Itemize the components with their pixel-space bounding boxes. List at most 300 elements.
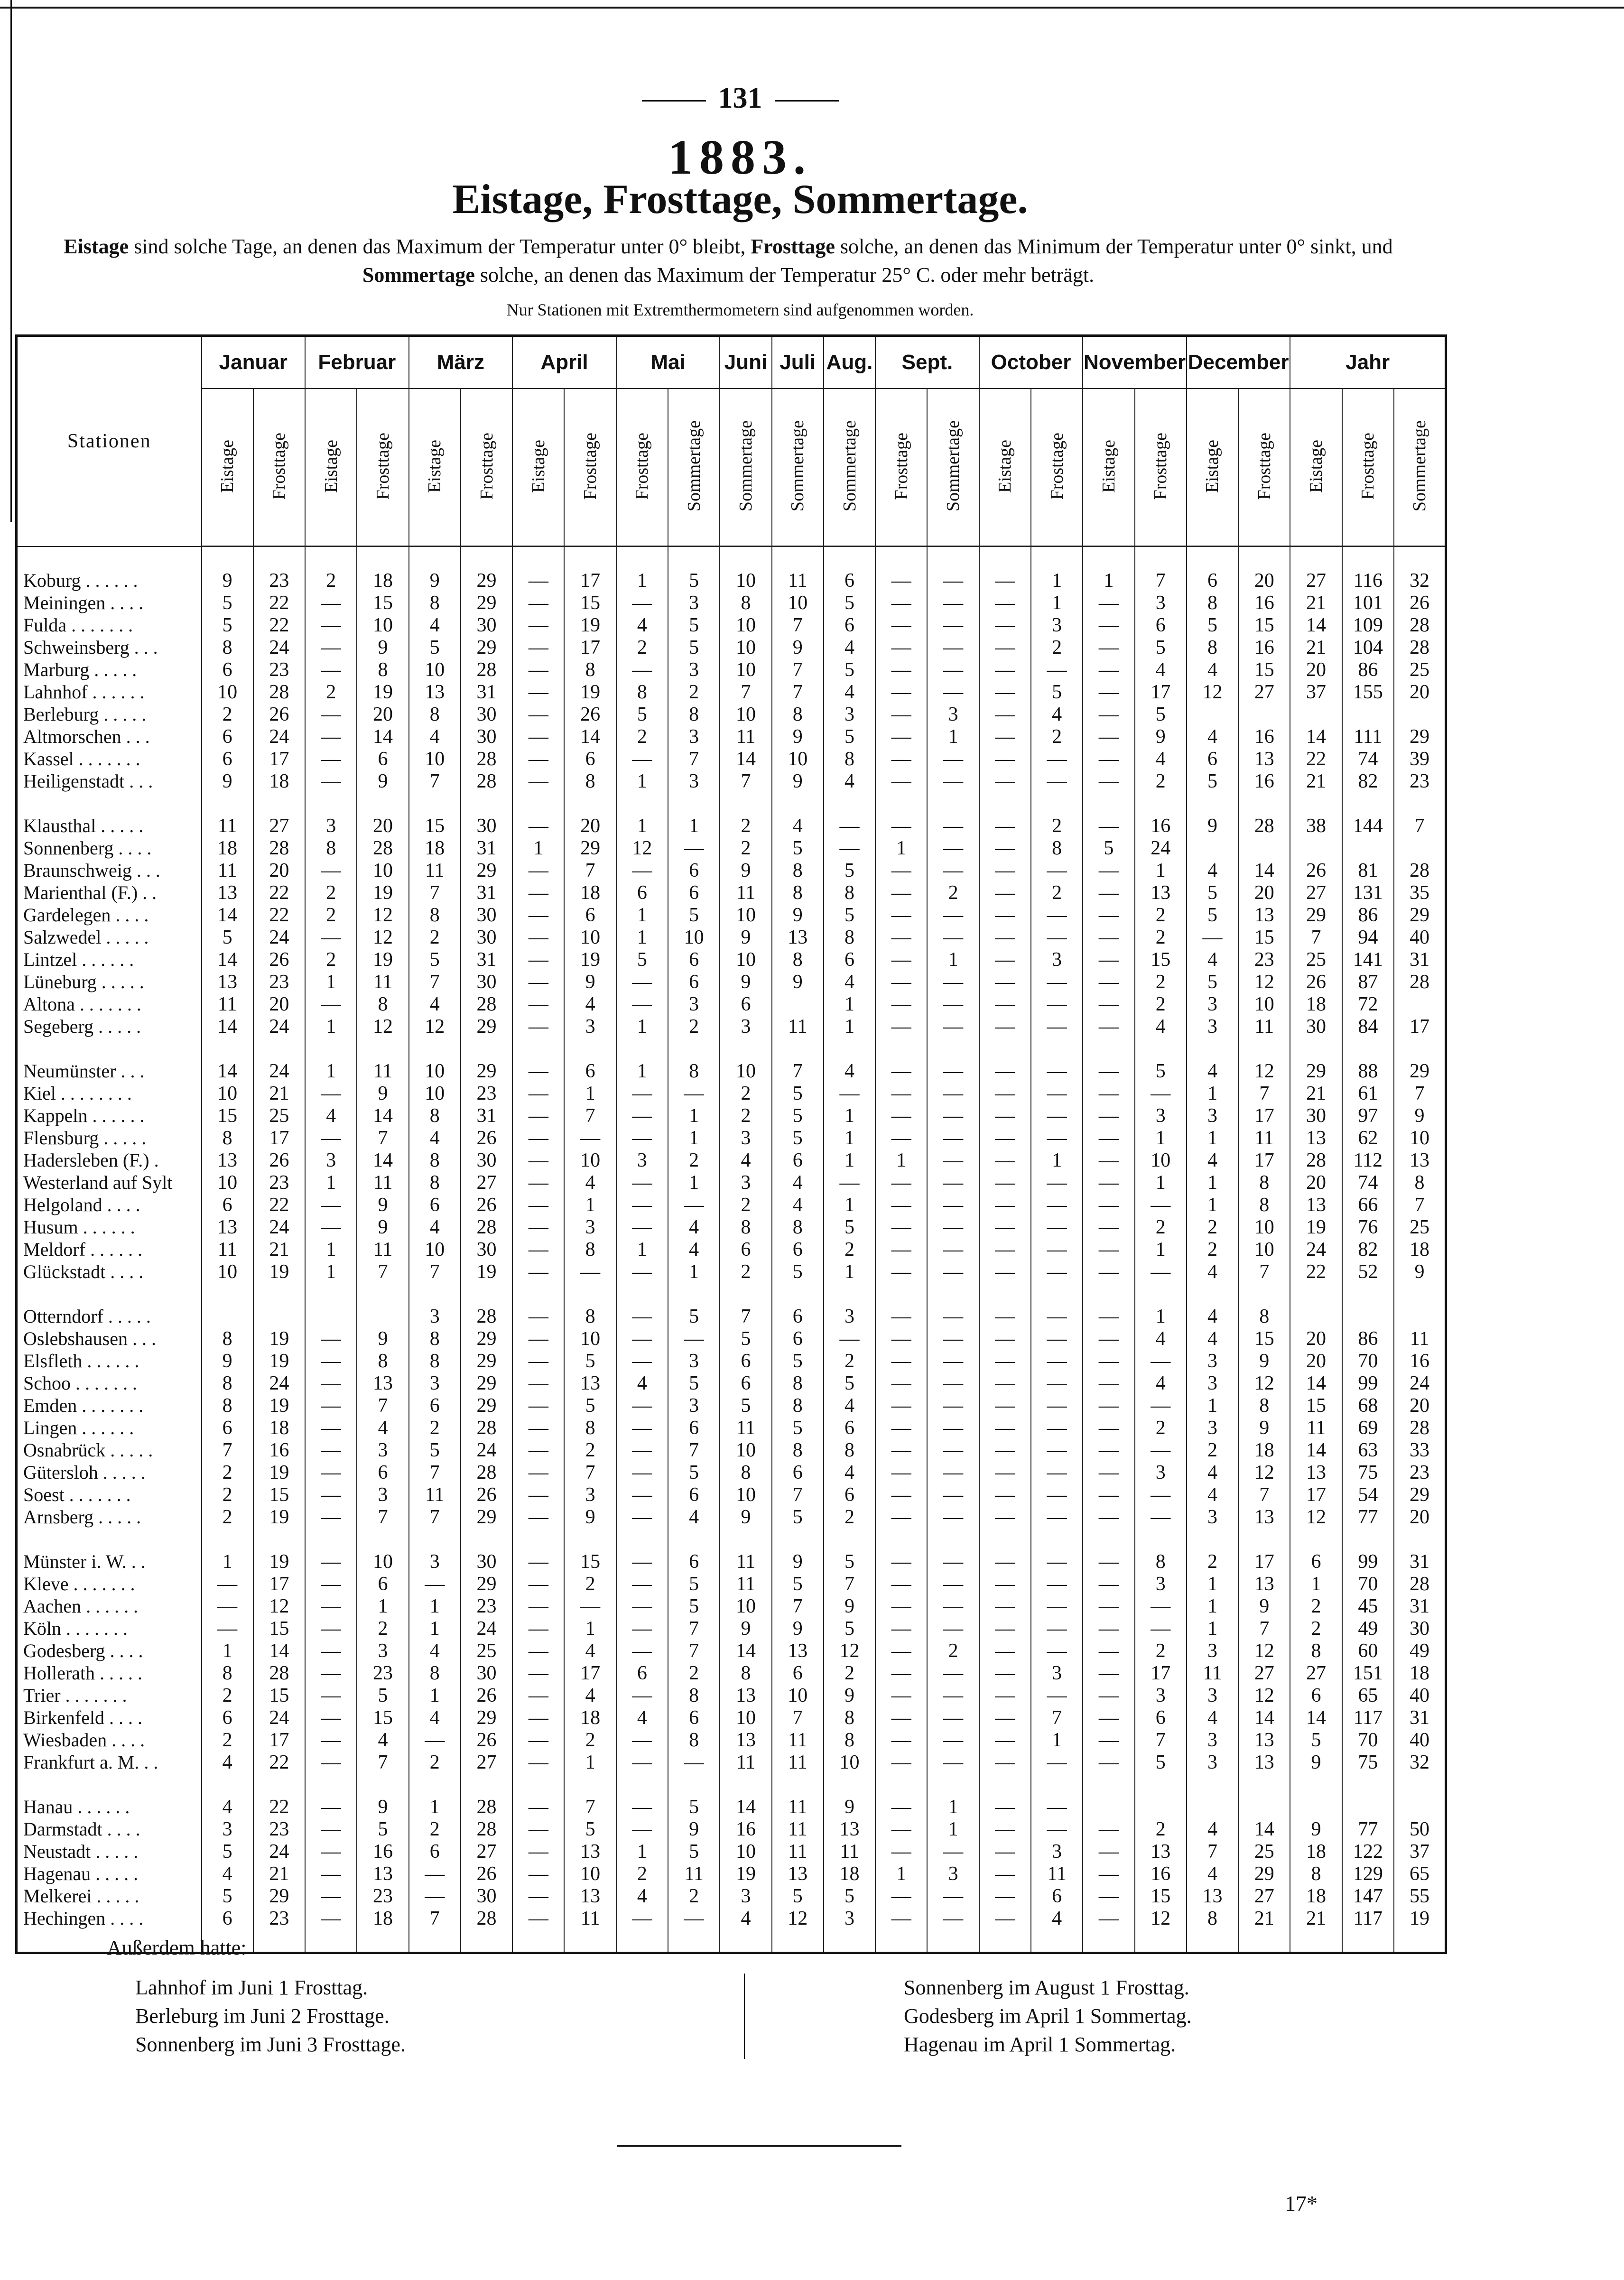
- station-name: Helgoland . . . .: [17, 1194, 202, 1216]
- table-cell: —: [927, 904, 979, 926]
- table-cell: —: [979, 1506, 1031, 1528]
- table-cell: 10: [668, 926, 720, 948]
- table-cell: 3: [1187, 1417, 1238, 1439]
- category-header: [1238, 389, 1290, 547]
- table-cell: —: [979, 681, 1031, 703]
- table-cell: —: [979, 1729, 1031, 1751]
- station-name: Emden . . . . . . .: [17, 1394, 202, 1417]
- table-cell: —: [512, 1260, 564, 1283]
- table-cell: 9: [1290, 1751, 1342, 1773]
- table-cell: —: [1083, 1439, 1134, 1461]
- table-cell: 4: [1031, 703, 1083, 725]
- table-cell: 7: [1238, 1483, 1290, 1506]
- table-cell: —: [616, 1751, 668, 1773]
- table-cell: 9: [202, 569, 253, 592]
- table-cell: 15: [1135, 1885, 1187, 1907]
- table-cell: 75: [1342, 1751, 1394, 1773]
- category-label: Frosttage: [632, 432, 652, 500]
- station-name: Neumünster . . .: [17, 1060, 202, 1082]
- table-cell: 8: [409, 1327, 461, 1350]
- table-cell: 27: [1238, 681, 1290, 703]
- month-header: Juni: [720, 336, 771, 389]
- table-cell: —: [979, 926, 1031, 948]
- table-cell: —: [305, 1327, 357, 1350]
- table-cell: 19: [564, 948, 616, 971]
- table-cell: —: [979, 881, 1031, 904]
- table-cell: 7: [1394, 1194, 1446, 1216]
- table-cell: 28: [461, 1417, 512, 1439]
- table-cell: —: [1031, 1550, 1083, 1573]
- table-cell: —: [202, 1617, 253, 1640]
- table-cell: —: [875, 1751, 927, 1773]
- table-cell: 8: [668, 1684, 720, 1706]
- table-cell: 26: [564, 703, 616, 725]
- table-cell: 26: [461, 1684, 512, 1706]
- table-cell: —: [927, 993, 979, 1015]
- table-cell: 16: [1135, 815, 1187, 837]
- table-cell: 19: [253, 1260, 305, 1283]
- table-cell: 12: [616, 837, 668, 859]
- table-cell: 31: [461, 1104, 512, 1127]
- table-cell: 49: [1394, 1640, 1446, 1662]
- table-cell: 8: [409, 1662, 461, 1684]
- table-cell: 20: [1394, 1394, 1446, 1417]
- table-cell: 11: [202, 1238, 253, 1260]
- table-cell: 1: [564, 1751, 616, 1773]
- table-cell: 4: [1187, 1818, 1238, 1840]
- table-cell: —: [1031, 926, 1083, 948]
- table-cell: 10: [720, 703, 771, 725]
- table-cell: 13: [357, 1372, 408, 1394]
- table-row: [17, 1060, 1446, 1082]
- table-cell: —: [979, 1684, 1031, 1706]
- station-name: Kiel . . . . . . . .: [17, 1082, 202, 1104]
- table-cell: 4: [1135, 748, 1187, 770]
- table-cell: 9: [1394, 1260, 1446, 1283]
- table-cell: 2: [202, 703, 253, 725]
- table-cell: —: [409, 1885, 461, 1907]
- table-cell: —: [875, 1706, 927, 1729]
- table-cell: —: [875, 1439, 927, 1461]
- table-cell: 9: [1290, 1818, 1342, 1840]
- table-cell: —: [927, 1706, 979, 1729]
- table-cell: 12: [772, 1907, 824, 1929]
- table-cell: 6: [1290, 1550, 1342, 1573]
- table-row: [17, 703, 1446, 725]
- table-cell: 29: [1394, 904, 1446, 926]
- table-cell: —: [1135, 1194, 1187, 1216]
- table-cell: 1: [409, 1796, 461, 1818]
- table-row: [17, 1305, 1446, 1327]
- table-cell: 13: [1238, 1729, 1290, 1751]
- table-cell: 3: [305, 815, 357, 837]
- table-row: [17, 837, 1446, 859]
- table-cell: —: [1031, 859, 1083, 881]
- table-cell: —: [824, 1327, 875, 1350]
- table-cell: —: [1083, 1818, 1134, 1840]
- stations-column-header: Stationen: [17, 336, 202, 547]
- table-cell: 97: [1342, 1104, 1394, 1127]
- table-cell: 10: [720, 1706, 771, 1729]
- table-cell: —: [1083, 1149, 1134, 1171]
- table-cell: 5: [824, 859, 875, 881]
- table-cell: 15: [202, 1104, 253, 1127]
- table-cell: 2: [409, 926, 461, 948]
- table-cell: 24: [253, 926, 305, 948]
- table-cell: —: [875, 1417, 927, 1439]
- table-cell: —: [1135, 1260, 1187, 1283]
- table-cell: 13: [1290, 1461, 1342, 1483]
- group-spacer: [17, 792, 1446, 815]
- table-cell: 24: [253, 1015, 305, 1038]
- table-row: [17, 569, 1446, 592]
- table-cell: —: [512, 1305, 564, 1327]
- table-cell: —: [927, 1907, 979, 1929]
- table-cell: 2: [305, 881, 357, 904]
- table-cell: —: [875, 1305, 927, 1327]
- table-cell: 11: [772, 1729, 824, 1751]
- table-cell: 12: [1135, 1907, 1187, 1929]
- table-cell: 7: [409, 1506, 461, 1528]
- table-cell: 17: [253, 748, 305, 770]
- table-cell: —: [305, 1595, 357, 1617]
- table-cell: 30: [461, 703, 512, 725]
- table-cell: —: [979, 636, 1031, 658]
- table-cell: —: [305, 1506, 357, 1528]
- table-cell: 13: [564, 1885, 616, 1907]
- table-cell: 13: [1238, 1506, 1290, 1528]
- table-cell: 28: [1238, 815, 1290, 837]
- table-cell: —: [512, 926, 564, 948]
- table-cell: 7: [1238, 1617, 1290, 1640]
- table-cell: 3: [1187, 1640, 1238, 1662]
- table-cell: 141: [1342, 948, 1394, 971]
- table-cell: 2: [720, 1082, 771, 1104]
- station-name: Hanau . . . . . .: [17, 1796, 202, 1818]
- table-cell: —: [979, 1617, 1031, 1640]
- table-cell: 1: [668, 1104, 720, 1127]
- table-cell: [1238, 837, 1290, 859]
- table-cell: —: [1083, 1573, 1134, 1595]
- table-cell: —: [305, 1840, 357, 1863]
- table-cell: 5: [202, 614, 253, 636]
- table-cell: 4: [409, 1640, 461, 1662]
- category-label: Eistage: [425, 439, 445, 493]
- table-cell: 16: [1238, 725, 1290, 748]
- station-name: Oslebshausen . . .: [17, 1327, 202, 1350]
- category-header: [409, 389, 461, 547]
- table-cell: [1394, 837, 1446, 859]
- table-cell: 8: [202, 1127, 253, 1149]
- table-cell: —: [512, 1796, 564, 1818]
- category-label: Frosttage: [1254, 432, 1274, 500]
- table-cell: 8: [564, 1417, 616, 1439]
- table-cell: —: [979, 1149, 1031, 1171]
- table-cell: 6: [564, 1060, 616, 1082]
- table-cell: —: [1031, 1483, 1083, 1506]
- table-cell: —: [1031, 1461, 1083, 1483]
- table-cell: 2: [1031, 636, 1083, 658]
- table-cell: —: [1135, 1483, 1187, 1506]
- table-cell: 26: [461, 1127, 512, 1149]
- table-cell: 6: [824, 1417, 875, 1439]
- table-cell: 19: [1290, 1216, 1342, 1238]
- table-cell: —: [616, 1796, 668, 1818]
- table-cell: —: [1083, 1238, 1134, 1260]
- station-name: Lintzel . . . . . .: [17, 948, 202, 971]
- table-cell: —: [824, 837, 875, 859]
- table-cell: —: [512, 1617, 564, 1640]
- table-cell: —: [927, 1417, 979, 1439]
- table-cell: 3: [668, 1394, 720, 1417]
- table-cell: 6: [1031, 1885, 1083, 1907]
- table-cell: —: [1083, 1907, 1134, 1929]
- table-cell: —: [512, 1238, 564, 1260]
- table-row: [17, 948, 1446, 971]
- table-cell: —: [1083, 1060, 1134, 1082]
- table-cell: 18: [1290, 993, 1342, 1015]
- table-cell: 16: [253, 1439, 305, 1461]
- category-header: [927, 389, 979, 547]
- table-cell: 8: [202, 1394, 253, 1417]
- table-cell: —: [616, 1171, 668, 1194]
- table-cell: —: [875, 1483, 927, 1506]
- table-cell: 4: [409, 1216, 461, 1238]
- table-cell: 6: [824, 614, 875, 636]
- table-cell: —: [1083, 1506, 1134, 1528]
- table-cell: 10: [357, 859, 408, 881]
- table-cell: [1238, 1796, 1290, 1818]
- table-cell: 2: [1187, 1439, 1238, 1461]
- station-name: Elsfleth . . . . . .: [17, 1350, 202, 1372]
- table-cell: 30: [461, 1550, 512, 1573]
- table-cell: 14: [720, 748, 771, 770]
- station-name: Münster i. W. . .: [17, 1550, 202, 1573]
- table-cell: 2: [305, 904, 357, 926]
- table-cell: 7: [772, 1483, 824, 1506]
- table-cell: 10: [720, 1483, 771, 1506]
- table-cell: —: [512, 681, 564, 703]
- table-cell: 5: [824, 725, 875, 748]
- table-cell: —: [1083, 993, 1134, 1015]
- table-cell: 88: [1342, 1060, 1394, 1082]
- table-cell: 30: [1394, 1617, 1446, 1640]
- table-cell: 4: [772, 815, 824, 837]
- table-cell: 2: [668, 1662, 720, 1684]
- table-cell: 6: [409, 1840, 461, 1863]
- table-cell: 6: [772, 1305, 824, 1327]
- table-cell: —: [875, 1171, 927, 1194]
- table-cell: 11: [824, 1840, 875, 1863]
- table-cell: 10: [409, 1082, 461, 1104]
- table-cell: 24: [253, 636, 305, 658]
- table-cell: 12: [357, 926, 408, 948]
- table-cell: —: [616, 1573, 668, 1595]
- table-cell: —: [512, 1640, 564, 1662]
- table-cell: 10: [564, 1327, 616, 1350]
- table-cell: 6: [772, 1327, 824, 1350]
- table-row: [17, 1238, 1446, 1260]
- table-cell: 29: [461, 636, 512, 658]
- table-cell: —: [875, 636, 927, 658]
- table-cell: 30: [461, 904, 512, 926]
- table-cell: —: [668, 1082, 720, 1104]
- table-cell: 13: [1290, 1194, 1342, 1216]
- table-cell: 2: [824, 1506, 875, 1528]
- table-cell: —: [927, 658, 979, 681]
- table-cell: 6: [668, 1483, 720, 1506]
- category-label: Frosttage: [269, 432, 289, 500]
- table-cell: 28: [461, 748, 512, 770]
- table-cell: 20: [253, 859, 305, 881]
- table-cell: —: [979, 1550, 1031, 1573]
- table-cell: —: [512, 1149, 564, 1171]
- table-cell: 5: [409, 1439, 461, 1461]
- table-cell: 2: [720, 1104, 771, 1127]
- table-cell: 10: [409, 1060, 461, 1082]
- table-cell: 4: [1135, 658, 1187, 681]
- category-label: Frosttage: [1151, 432, 1171, 500]
- table-cell: —: [305, 636, 357, 658]
- table-cell: —: [979, 1171, 1031, 1194]
- table-cell: 6: [202, 1417, 253, 1439]
- table-cell: —: [616, 1595, 668, 1617]
- table-cell: —: [875, 1127, 927, 1149]
- table-cell: 12: [1290, 1506, 1342, 1528]
- table-cell: —: [1083, 1372, 1134, 1394]
- station-name: Lingen . . . . . .: [17, 1417, 202, 1439]
- table-cell: —: [1083, 1706, 1134, 1729]
- table-cell: 5: [824, 658, 875, 681]
- table-row: [17, 1216, 1446, 1238]
- station-name: Schoo . . . . . . .: [17, 1372, 202, 1394]
- station-name: Meldorf . . . . . .: [17, 1238, 202, 1260]
- station-name: Heiligenstadt . . .: [17, 770, 202, 792]
- table-cell: —: [305, 1706, 357, 1729]
- table-cell: 6: [202, 725, 253, 748]
- table-cell: 9: [720, 1617, 771, 1640]
- table-cell: 8: [1238, 1171, 1290, 1194]
- table-row: [17, 1483, 1446, 1506]
- table-cell: 24: [1290, 1238, 1342, 1260]
- table-cell: 13: [772, 926, 824, 948]
- table-cell: —: [927, 1729, 979, 1751]
- table-cell: 1: [564, 1617, 616, 1640]
- table-cell: —: [979, 1840, 1031, 1863]
- table-cell: 25: [1290, 948, 1342, 971]
- table-cell: 1: [1031, 569, 1083, 592]
- table-cell: 4: [720, 1149, 771, 1171]
- table-cell: 2: [1135, 1818, 1187, 1840]
- table-cell: —: [927, 1171, 979, 1194]
- table-cell: —: [979, 1260, 1031, 1283]
- table-cell: —: [616, 1439, 668, 1461]
- table-cell: 2: [409, 1751, 461, 1773]
- table-cell: 28: [253, 837, 305, 859]
- table-cell: —: [1083, 1885, 1134, 1907]
- table-cell: —: [564, 1260, 616, 1283]
- category-header: [1083, 389, 1134, 547]
- table-cell: 1: [1187, 1394, 1238, 1417]
- table-cell: 1: [668, 1127, 720, 1149]
- table-cell: 5: [202, 1840, 253, 1863]
- note-line: Hagenau im April 1 Sommertag.: [904, 2033, 1176, 2056]
- table-cell: 52: [1342, 1260, 1394, 1283]
- table-cell: 6: [720, 1350, 771, 1372]
- table-cell: —: [1031, 1595, 1083, 1617]
- category-header: [461, 389, 512, 547]
- table-cell: —: [668, 1327, 720, 1350]
- table-cell: 1: [927, 1818, 979, 1840]
- table-cell: 8: [409, 1350, 461, 1372]
- table-cell: 4: [616, 1885, 668, 1907]
- group-spacer: [17, 1773, 1446, 1796]
- table-cell: 2: [1187, 1550, 1238, 1573]
- table-cell: 3: [564, 1483, 616, 1506]
- table-cell: 2: [1290, 1617, 1342, 1640]
- table-cell: 39: [1394, 748, 1446, 770]
- table-cell: —: [616, 1550, 668, 1573]
- table-cell: 30: [461, 1149, 512, 1171]
- table-cell: —: [616, 1127, 668, 1149]
- table-cell: —: [512, 1595, 564, 1617]
- table-cell: 1: [1031, 1729, 1083, 1751]
- table-row: [17, 1350, 1446, 1372]
- table-cell: 10: [720, 658, 771, 681]
- table-cell: 70: [1342, 1729, 1394, 1751]
- table-cell: 4: [1031, 1907, 1083, 1929]
- table-cell: 27: [461, 1840, 512, 1863]
- table-cell: 2: [1031, 881, 1083, 904]
- table-cell: —: [512, 658, 564, 681]
- table-row: [17, 1439, 1446, 1461]
- table-cell: 8: [564, 1238, 616, 1260]
- table-cell: 2: [1135, 926, 1187, 948]
- table-cell: 22: [1290, 748, 1342, 770]
- table-cell: 9: [357, 770, 408, 792]
- table-cell: 5: [668, 1461, 720, 1483]
- table-cell: —: [616, 1684, 668, 1706]
- table-cell: 17: [564, 1662, 616, 1684]
- table-cell: 21: [1290, 770, 1342, 792]
- table-cell: 8: [772, 859, 824, 881]
- table-cell: —: [1083, 658, 1134, 681]
- note-line: Sonnenberg im August 1 Frosttag.: [904, 1976, 1189, 1999]
- table-cell: 11: [772, 1840, 824, 1863]
- table-cell: [1187, 703, 1238, 725]
- table-cell: 14: [564, 725, 616, 748]
- table-cell: —: [875, 1907, 927, 1929]
- table-cell: 5: [668, 1840, 720, 1863]
- table-cell: 4: [1135, 1015, 1187, 1038]
- table-cell: —: [875, 1885, 927, 1907]
- table-cell: 31: [461, 837, 512, 859]
- table-cell: —: [1135, 1439, 1187, 1461]
- table-cell: —: [1083, 770, 1134, 792]
- table-cell: —: [979, 837, 1031, 859]
- table-cell: 11: [1394, 1327, 1446, 1350]
- table-cell: 29: [1394, 1060, 1446, 1082]
- table-cell: 24: [253, 1706, 305, 1729]
- table-cell: —: [1031, 770, 1083, 792]
- table-cell: 6: [357, 1573, 408, 1595]
- table-cell: 2: [202, 1461, 253, 1483]
- table-cell: 3: [357, 1439, 408, 1461]
- table-cell: —: [305, 1082, 357, 1104]
- table-row: [17, 614, 1446, 636]
- table-cell: 15: [564, 592, 616, 614]
- table-cell: 28: [461, 1461, 512, 1483]
